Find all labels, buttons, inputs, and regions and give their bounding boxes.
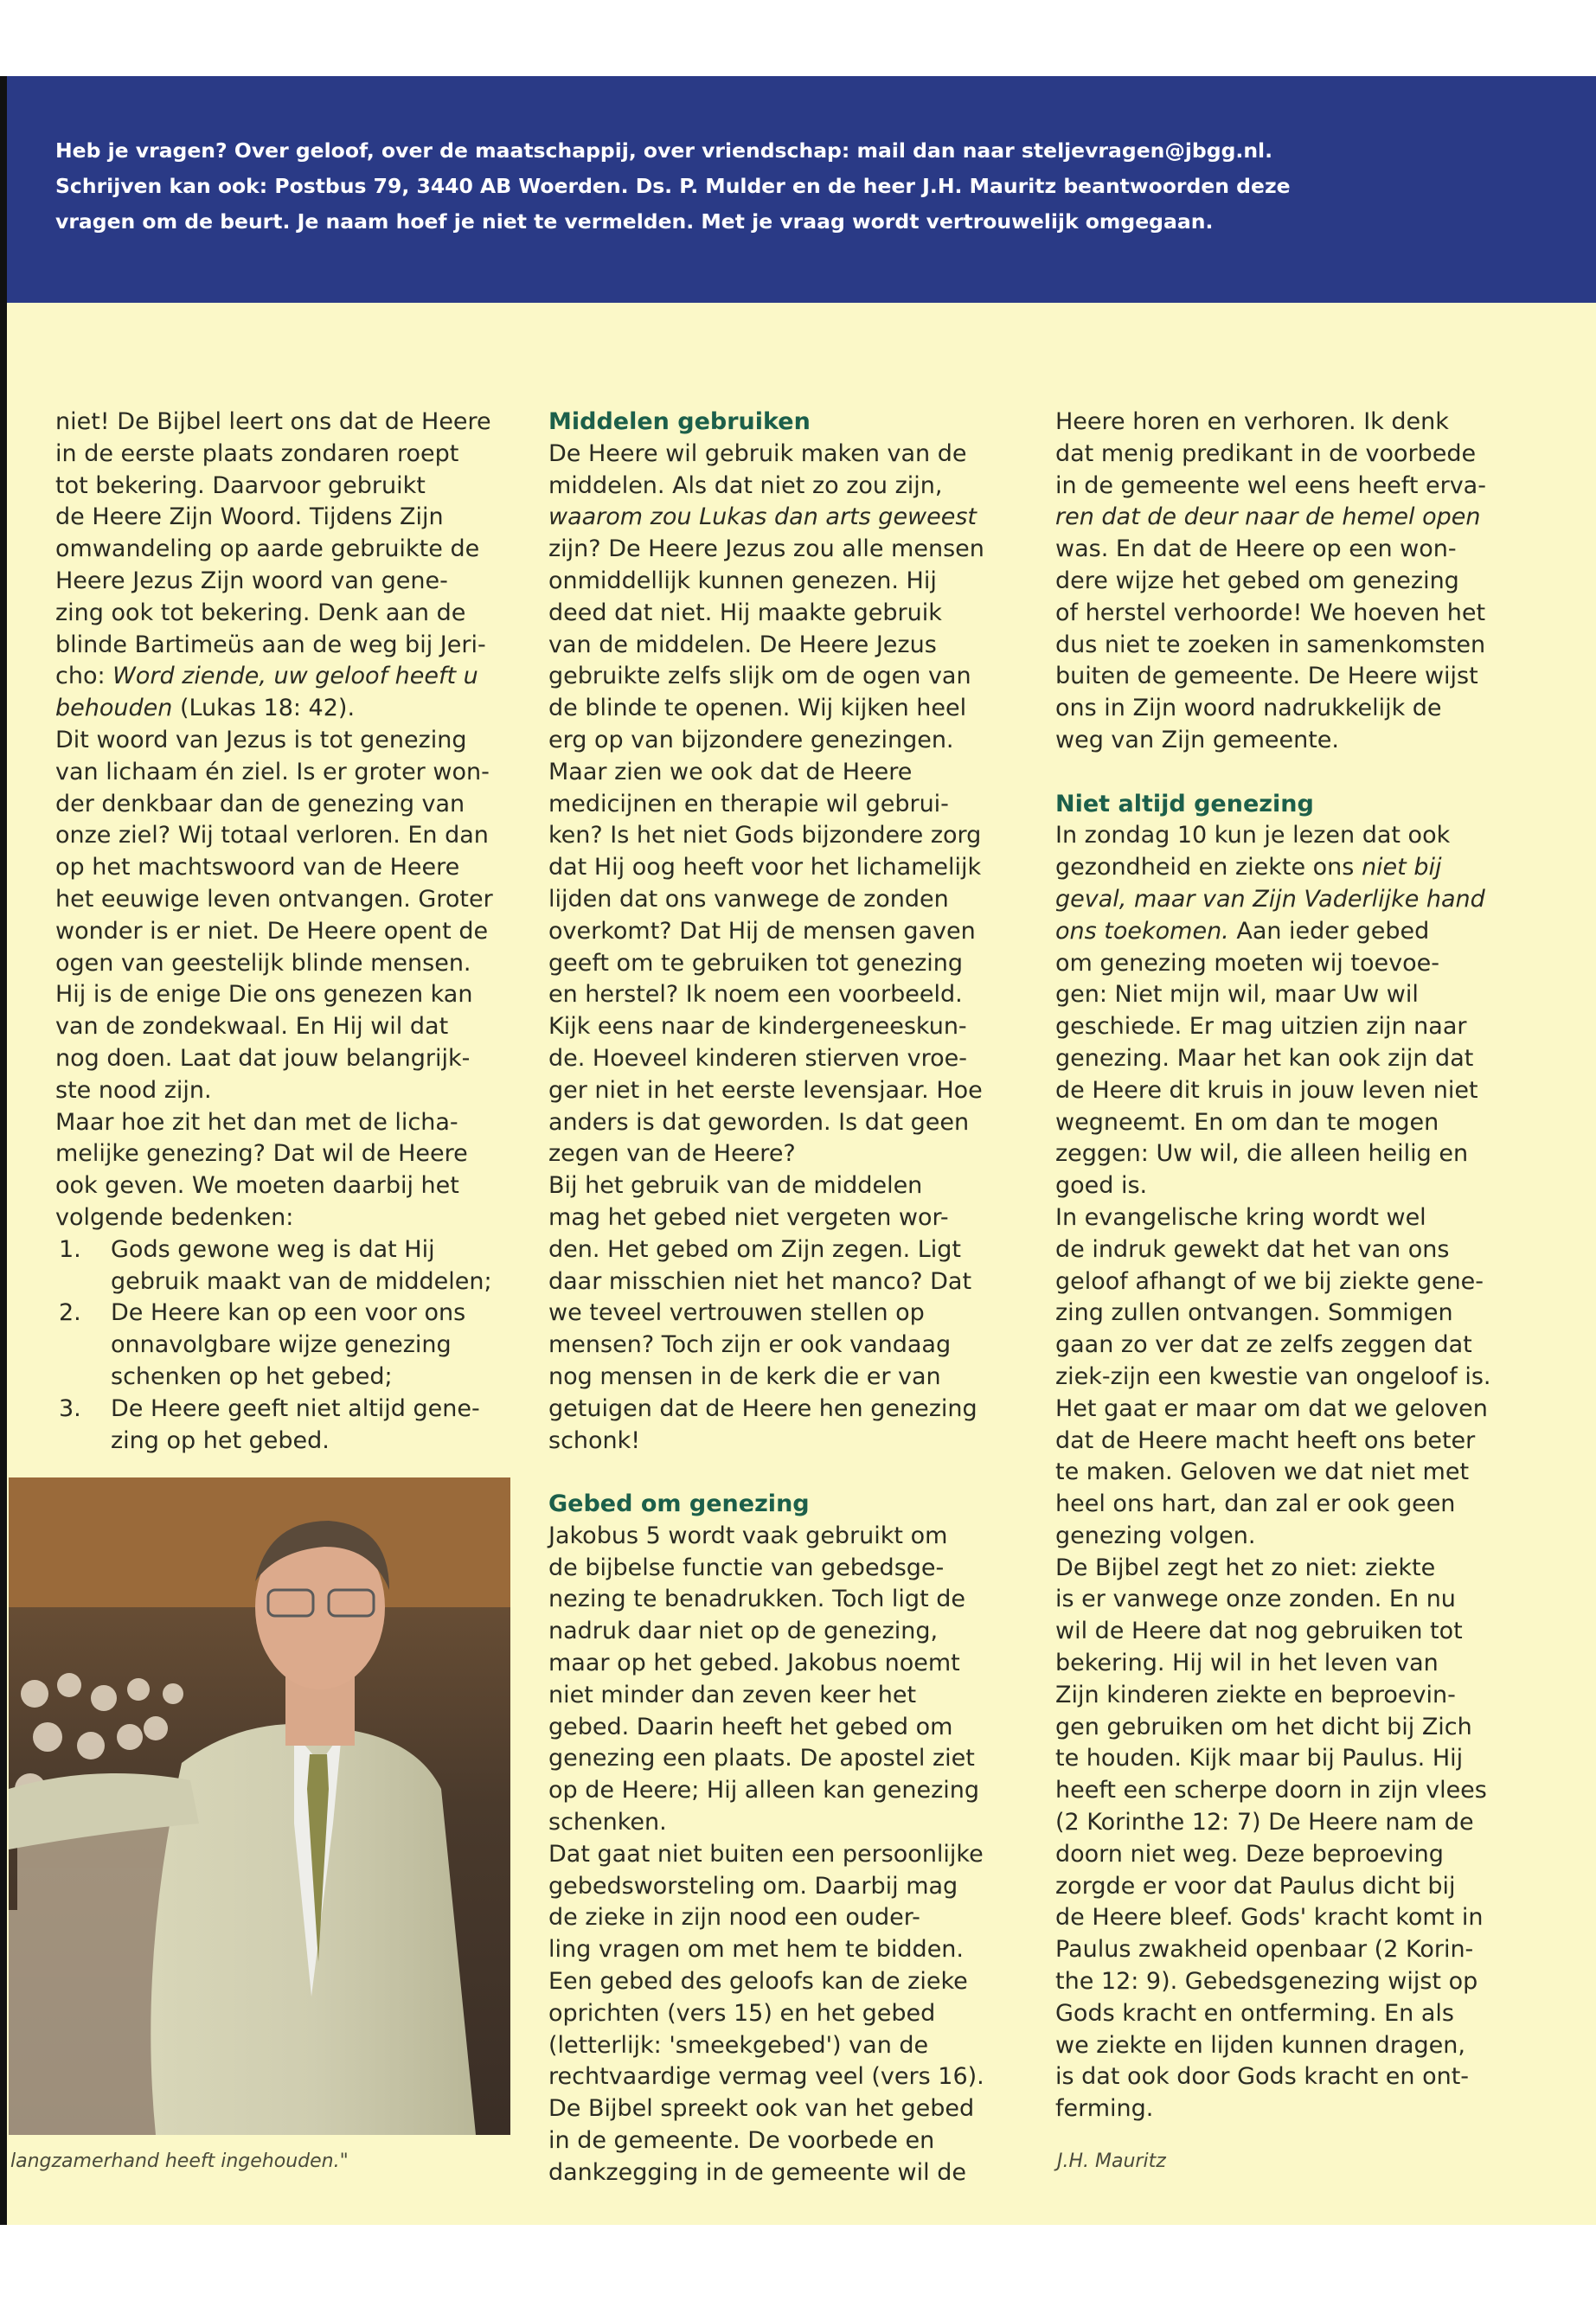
text-line: schonk! <box>548 1426 641 1454</box>
text-line: anders is dat geworden. Is dat geen <box>548 1108 970 1136</box>
text-line: Zijn kinderen ziekte en beproevin- <box>1055 1681 1456 1708</box>
text-line: dat Hij oog heeft voor het lichamelijk <box>548 854 982 881</box>
text-line: zing ook tot bekering. Denk aan de <box>55 599 466 626</box>
col3-paragraph <box>1055 948 1540 2125</box>
text-line: dat menig predikant in de voorbede <box>1055 439 1477 467</box>
text-line <box>55 661 522 693</box>
text-line: weg van Zijn gemeente. <box>1055 726 1339 753</box>
text-line: onmiddellijk kunnen genezen. Hij <box>548 567 937 594</box>
text-line: in de gemeente wel eens heeft erva- <box>1055 471 1486 499</box>
text-line: Bij het gebruik van de middelen <box>548 1172 923 1200</box>
text-line: geloof afhangt of we bij ziekte gene- <box>1055 1267 1484 1295</box>
col3-paragraph <box>1055 407 1540 502</box>
text-line: tot bekering. Daarvoor gebruikt <box>55 471 426 499</box>
text-line: omwandeling op aarde gebruikte de <box>55 535 480 563</box>
text-line: buiten de gemeente. De Heere wijst <box>1055 663 1478 690</box>
text-line: overkomt? Dat Hij de mensen gaven <box>548 917 976 945</box>
text-line: niet minder dan zeven keer het <box>548 1681 917 1708</box>
spacer <box>1055 757 1540 789</box>
text-line: van de middelen. De Heere Jezus <box>548 631 937 658</box>
banner-line: Schrijven kan ook: Postbus 79, 3440 AB Woerden. Ds. P. Mulder en de heer J.H. Mauritz beantwoorden deze <box>55 174 1291 198</box>
text-line: zorgde er voor dat Paulus dicht bij <box>1055 1872 1456 1900</box>
italic-text: geval, maar van Zijn Vaderlijke hand <box>1055 885 1485 913</box>
list-item <box>55 1394 522 1458</box>
text-line: de indruk gewekt dat het van ons <box>1055 1235 1450 1263</box>
text-line: we ziekte en lijden kunnen dragen, <box>1055 2031 1465 2059</box>
text-line: ste nood zijn. <box>55 1076 212 1104</box>
text-line: gen: Niet mijn wil, maar Uw wil <box>1055 981 1419 1009</box>
text-line: onze ziel? Wij totaal verloren. En dan <box>55 822 489 849</box>
text-line: in de gemeente. De voorbede en <box>548 2127 935 2155</box>
banner-line: Heb je vragen? Over geloof, over de maatschappij, over vriendschap: mail dan naar steljevragen@jbgg.nl. <box>55 138 1273 163</box>
list-number: 2. <box>59 1299 81 1327</box>
text-line: Gods kracht en ontferming. En als <box>1055 1999 1454 2027</box>
author-signature: J.H. Mauritz <box>1057 2150 1166 2172</box>
text-line: Paulus zwakheid openbaar (2 Korin- <box>1055 1936 1474 1964</box>
text-line: ling vragen om met hem te bidden. <box>548 1936 965 1964</box>
text-line: of herstel verhoorde! We hoeven het <box>1055 599 1486 626</box>
text-line: volgende bedenken: <box>55 1203 294 1231</box>
text-span: Aan ieder gebed <box>1228 917 1430 945</box>
text-line: wonder is er niet. De Heere opent de <box>55 917 489 945</box>
list-item-text: De Heere geeft niet altijd gene- <box>111 1394 480 1422</box>
text-line: melijke genezing? Dat wil de Heere <box>55 1140 468 1168</box>
text-line: genezing een plaats. De apostel ziet <box>548 1745 975 1772</box>
text-line: Maar zien we ook dat de Heere <box>548 758 913 785</box>
text-line: In zondag 10 kun je lezen dat ook <box>1055 822 1451 849</box>
text-line: nezing te benadrukken. Toch ligt de <box>548 1586 965 1613</box>
list-item-text: schenken op het gebed; <box>111 1362 393 1390</box>
text-line: de zieke in zijn nood een ouder- <box>548 1904 920 1932</box>
text-line: het eeuwige leven ontvangen. Groter <box>55 885 493 913</box>
text-line: deed dat niet. Hij maakte gebruik <box>548 599 942 626</box>
text-line: van de zondekwaal. En Hij wil dat <box>55 1013 449 1041</box>
text-line: middelen. Als dat niet zo zou zijn, <box>548 471 943 499</box>
text-line <box>548 502 1016 534</box>
text-line: gebedsworsteling om. Daarbij mag <box>548 1872 958 1900</box>
text-span: cho: <box>55 663 113 690</box>
text-line: Dit woord van Jezus is tot genezing <box>55 726 467 753</box>
col1-intro <box>55 407 522 661</box>
banner-line: vragen om de beurt. Je naam hoef je niet te vermelden. Met je vraag wordt vertrouwelijk omgegaan. <box>55 209 1214 234</box>
col2-paragraph <box>548 439 1016 503</box>
list-number: 1. <box>59 1235 81 1263</box>
list-number: 3. <box>59 1394 81 1422</box>
text-line: we teveel vertrouwen stellen op <box>548 1299 925 1327</box>
text-line: gebed. Daarin heeft het gebed om <box>548 1713 953 1740</box>
text-line: der denkbaar dan de genezing van <box>55 790 465 817</box>
list-item-text: Gods gewone weg is dat Hij <box>111 1235 435 1263</box>
photo-speaker <box>9 1477 510 2135</box>
list-item-text: onnavolgbare wijze genezing <box>111 1331 452 1359</box>
quote-italic: Word ziende, uw geloof heeft u <box>112 663 478 690</box>
text-line: maar op het gebed. Jakobus noemt <box>548 1650 960 1677</box>
text-line: daar misschien niet het manco? Dat <box>548 1267 972 1295</box>
text-line <box>1055 916 1540 948</box>
italic-text: niet bij <box>1361 854 1442 881</box>
text-line: de Heere Zijn Woord. Tijdens Zijn <box>55 503 444 531</box>
section-heading: Gebed om genezing <box>548 1490 810 1518</box>
text-line: the 12: 9). Gebedsgenezing wijst op <box>1055 1968 1478 1996</box>
text-line: is dat ook door Gods kracht en ont- <box>1055 2063 1470 2091</box>
section-heading: Middelen gebruiken <box>548 408 811 435</box>
text-line: Kijk eens naar de kindergeneeskun- <box>548 1013 967 1041</box>
text-line: de Heere dit kruis in jouw leven niet <box>1055 1076 1478 1104</box>
text-line: oprichten (vers 15) en het gebed <box>548 1999 936 2027</box>
text-line: Hij is de enige Die ons genezen kan <box>55 981 473 1009</box>
text-line: Heere Jezus Zijn woord van gene- <box>55 567 448 594</box>
text-line: bekering. Hij wil in het leven van <box>1055 1650 1439 1677</box>
text-span: (Lukas 18: 42). <box>172 695 356 722</box>
text-line: Maar hoe zit het dan met de licha- <box>55 1108 458 1136</box>
text-line: ons in Zijn woord nadrukkelijk de <box>1055 695 1442 722</box>
text-line: zegen van de Heere? <box>548 1140 796 1168</box>
text-line: ook geven. We moeten daarbij het <box>55 1172 459 1200</box>
text-line: te maken. Geloven we dat niet met <box>1055 1458 1470 1486</box>
text-line: ferming. <box>1055 2095 1154 2123</box>
text-line: zing zullen ontvangen. Sommigen <box>1055 1299 1453 1327</box>
text-line: (2 Korinthe 12: 7) De Heere nam de <box>1055 1809 1474 1836</box>
text-line: ogen van geestelijk blinde mensen. <box>55 949 471 977</box>
text-line: was. En dat de Heere op een won- <box>1055 535 1457 563</box>
text-line: mag het gebed niet vergeten wor- <box>548 1203 949 1231</box>
column-3 <box>1055 407 1540 2125</box>
text-line: De Bijbel spreekt ook van het gebed <box>548 2095 975 2123</box>
text-line: op de Heere; Hij alleen kan genezing <box>548 1777 980 1804</box>
italic-text: waarom zou Lukas dan arts geweest <box>548 503 977 531</box>
text-line: heel ons hart, dan zal er ook geen <box>1055 1490 1456 1518</box>
text-span: gezondheid en ziekte ons <box>1055 854 1362 881</box>
text-line: te houden. Kijk maar bij Paulus. Hij <box>1055 1745 1464 1772</box>
list-item-text: gebruik maakt van de middelen; <box>111 1267 492 1295</box>
text-line: wil de Heere dat nog gebruiken tot <box>1055 1618 1463 1645</box>
text-line: niet! De Bijbel leert ons dat de Heere <box>55 408 491 435</box>
text-line: genezing volgen. <box>1055 1522 1256 1549</box>
text-line: zijn? De Heere Jezus zou alle mensen <box>548 535 984 563</box>
column-2 <box>548 407 1016 2189</box>
text-line: rechtvaardige vermag veel (vers 16). <box>548 2063 984 2091</box>
text-line: gaan zo ver dat ze zelfs zeggen dat <box>1055 1331 1472 1359</box>
text-line: (letterlijk: 'smeekgebed') van de <box>548 2031 929 2059</box>
text-line: nog doen. Laat dat jouw belangrijk- <box>55 1044 471 1072</box>
col3-paragraph <box>1055 534 1540 757</box>
list-item <box>55 1234 522 1298</box>
text-line: van lichaam én ziel. Is er groter won- <box>55 758 490 785</box>
text-line: ken? Is het niet Gods bijzondere zorg <box>548 822 982 849</box>
list-item <box>55 1298 522 1393</box>
text-line: medicijnen en therapie wil gebrui- <box>548 790 949 817</box>
text-line: de blinde te openen. Wij kijken heel <box>548 695 967 722</box>
text-line: dus niet te zoeken in samenkomsten <box>1055 631 1486 658</box>
text-line: Dat gaat niet buiten een persoonlijke <box>548 1840 984 1868</box>
text-line: is er vanwege onze zonden. En nu <box>1055 1586 1456 1613</box>
left-edge-rule <box>0 76 7 2225</box>
text-line: heeft een scherpe doorn in zijn vlees <box>1055 1777 1487 1804</box>
text-line: lijden dat ons vanwege de zonden <box>548 885 949 913</box>
text-line: zeggen: Uw wil, die alleen heilig en <box>1055 1140 1469 1168</box>
photo-caption: langzamerhand heeft ingehouden." <box>10 2150 349 2172</box>
column-1 <box>55 407 522 1457</box>
text-line: gebruikte zelfs slijk om de ogen van <box>548 663 971 690</box>
text-line: doorn niet weg. Deze beproeving <box>1055 1840 1444 1868</box>
quote-italic: behouden <box>55 695 173 722</box>
text-line: de. Hoeveel kinderen stierven vroe- <box>548 1044 967 1072</box>
italic-text: ons toekomen. <box>1055 917 1229 945</box>
text-line: den. Het gebed om Zijn zegen. Ligt <box>548 1235 962 1263</box>
text-line <box>1055 884 1540 916</box>
spacer <box>548 1457 1016 1489</box>
text-line <box>55 693 522 725</box>
col2-paragraph <box>548 534 1016 1457</box>
text-line: Het gaat er maar om dat we geloven <box>1055 1394 1488 1422</box>
text-line <box>1055 502 1540 534</box>
section-heading: Niet altijd genezing <box>1055 790 1314 817</box>
text-line: mensen? Toch zijn er ook vandaag <box>548 1331 952 1359</box>
banner-text <box>55 133 1561 240</box>
text-line: Heere horen en verhoren. Ik denk <box>1055 408 1449 435</box>
text-line: dere wijze het gebed om genezing <box>1055 567 1459 594</box>
list-item-text: zing op het gebed. <box>111 1426 330 1454</box>
text-line: Jakobus 5 wordt vaak gebruikt om <box>548 1522 948 1549</box>
list-item-text: De Heere kan op een voor ons <box>111 1299 466 1327</box>
text-line: Een gebed des geloofs kan de zieke <box>548 1968 968 1996</box>
text-line: nadruk daar niet op de genezing, <box>548 1618 939 1645</box>
numbered-list <box>55 1234 522 1458</box>
text-line: dat de Heere macht heeft ons beter <box>1055 1426 1476 1454</box>
text-line: ger niet in het eerste levensjaar. Hoe <box>548 1076 983 1104</box>
text-line: nog mensen in de kerk die er van <box>548 1362 941 1390</box>
photo-image <box>9 1477 510 2135</box>
text-line: gen gebruiken om het dicht bij Zich <box>1055 1713 1472 1740</box>
col1-body <box>55 725 522 1234</box>
text-line: de Heere bleef. Gods' kracht komt in <box>1055 1904 1484 1932</box>
text-line: schenken. <box>548 1809 667 1836</box>
text-line: erg op van bijzondere genezingen. <box>548 726 954 753</box>
italic-text: ren dat de deur naar de hemel open <box>1055 503 1481 531</box>
text-line: om genezing moeten wij toevoe- <box>1055 949 1439 977</box>
text-line: geeft om te gebruiken tot genezing <box>548 949 963 977</box>
text-line: In evangelische kring wordt wel <box>1055 1203 1426 1231</box>
text-line: blinde Bartimeüs aan de weg bij Jeri- <box>55 631 486 658</box>
text-line: de bijbelse functie van gebedsge- <box>548 1554 945 1581</box>
text-line: genezing. Maar het kan ook zijn dat <box>1055 1044 1474 1072</box>
text-line: in de eerste plaats zondaren roept <box>55 439 459 467</box>
col2-paragraph <box>548 1521 1016 2189</box>
text-line: goed is. <box>1055 1172 1148 1200</box>
text-line: getuigen dat de Heere hen genezing <box>548 1394 977 1422</box>
text-line: De Bijbel zegt het zo niet: ziekte <box>1055 1554 1436 1581</box>
text-line: ziek-zijn een kwestie van ongeloof is. <box>1055 1362 1491 1390</box>
text-line: dankzegging in de gemeente wil de <box>548 2158 966 2186</box>
text-line: op het machtswoord van de Heere <box>55 854 460 881</box>
text-line: wegneemt. En om dan te mogen <box>1055 1108 1439 1136</box>
header-banner <box>7 76 1596 303</box>
text-line: geschiede. Er mag uitzien zijn naar <box>1055 1013 1467 1041</box>
text-line: en herstel? Ik noem een voorbeeld. <box>548 981 963 1009</box>
text-line <box>1055 852 1540 884</box>
text-line: De Heere wil gebruik maken van de <box>548 439 967 467</box>
